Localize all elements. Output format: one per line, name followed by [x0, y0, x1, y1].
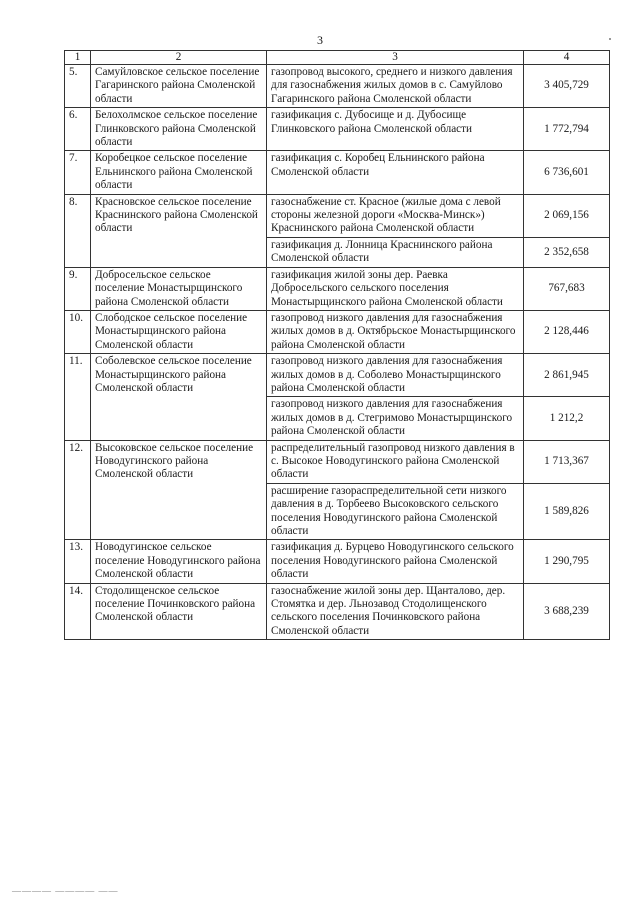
funding-amount: 1 212,2: [524, 397, 610, 440]
funding-amount: 1 290,795: [524, 540, 610, 583]
row-number: 5.: [65, 65, 91, 108]
header-col-1: 1: [65, 51, 91, 65]
project-description: газопровод высокого, среднего и низкого давления для газоснабжения жилых домов в с. Самуйлово Гагаринского района Смоленской области: [267, 65, 524, 108]
funding-amount: 6 736,601: [524, 151, 610, 194]
header-col-3: 3: [267, 51, 524, 65]
settlement-name: Высоковское сельское поселение Новодугинского района Смоленской области: [91, 440, 267, 540]
settlement-name: Новодугинское сельское поселение Новодугинского района Смоленской области: [91, 540, 267, 583]
project-description: газопровод низкого давления для газоснабжения жилых домов в д. Стегримово Монастырщинского района Смоленской области: [267, 397, 524, 440]
project-description: газификация жилой зоны дер. Раевка Добросельского сельского поселения Монастырщинского района Смоленской области: [267, 267, 524, 310]
row-number: 6.: [65, 108, 91, 151]
funding-amount: 767,683: [524, 267, 610, 310]
table-row: [65, 583, 610, 640]
funding-table: [64, 50, 610, 640]
table-row: [65, 354, 610, 397]
settlement-name: Соболевское сельское поселение Монастырщинского района Смоленской области: [91, 354, 267, 440]
project-description: газификация д. Бурцево Новодугинского сельского поселения Новодугинского района Смоленской области: [267, 540, 524, 583]
funding-amount: 2 128,446: [524, 310, 610, 353]
funding-amount: 3 688,239: [524, 583, 610, 640]
row-number: 12.: [65, 440, 91, 540]
row-number: 8.: [65, 194, 91, 267]
project-description: газоснабжение жилой зоны дер. Щанталово, дер. Стомятка и дер. Льнозавод Стодолищенского сельского поселения Починковского района Смоленской области: [267, 583, 524, 640]
settlement-name: Красновское сельское поселение Краснинского района Смоленской области: [91, 194, 267, 267]
header-col-2: 2: [91, 51, 267, 65]
row-number: 11.: [65, 354, 91, 440]
table-row: [65, 108, 610, 151]
funding-amount: 1 772,794: [524, 108, 610, 151]
scan-speck: [609, 38, 611, 40]
project-description: газоснабжение ст. Красное (жилые дома с левой стороны железной дороги «Москва-Минск») Краснинского района Смоленской области: [267, 194, 524, 237]
scan-marks: ———— ———— ——: [12, 886, 119, 896]
table-row: [65, 194, 610, 237]
table-row: [65, 540, 610, 583]
settlement-name: Добросельское сельское поселение Монастырщинского района Смоленской области: [91, 267, 267, 310]
funding-amount: 1 589,826: [524, 483, 610, 540]
funding-amount: 3 405,729: [524, 65, 610, 108]
table-body: [65, 51, 610, 640]
row-number: 7.: [65, 151, 91, 194]
table-row: [65, 65, 610, 108]
settlement-name: Коробецкое сельское поселение Ельнинского района Смоленской области: [91, 151, 267, 194]
header-row: [65, 51, 610, 65]
settlement-name: Белохолмское сельское поселение Глинковского района Смоленской области: [91, 108, 267, 151]
row-number: 14.: [65, 583, 91, 640]
header-col-4: 4: [524, 51, 610, 65]
project-description: газификация д. Лонница Краснинского района Смоленской области: [267, 237, 524, 267]
table-row: [65, 267, 610, 310]
project-description: газификация с. Дубосище и д. Дубосище Глинковского района Смоленской области: [267, 108, 524, 151]
settlement-name: Слободское сельское поселение Монастырщинского района Смоленской области: [91, 310, 267, 353]
table-row: [65, 151, 610, 194]
funding-amount: 1 713,367: [524, 440, 610, 483]
project-description: газификация с. Коробец Ельнинского района Смоленской области: [267, 151, 524, 194]
row-number: 10.: [65, 310, 91, 353]
funding-amount: 2 352,658: [524, 237, 610, 267]
row-number: 9.: [65, 267, 91, 310]
table-row: [65, 310, 610, 353]
settlement-name: Самуйловское сельское поселение Гагаринского района Смоленской области: [91, 65, 267, 108]
funding-amount: 2 861,945: [524, 354, 610, 397]
project-description: газопровод низкого давления для газоснабжения жилых домов в д. Соболево Монастырщинского района Смоленской области: [267, 354, 524, 397]
settlement-name: Стодолищенское сельское поселение Починковского района Смоленской области: [91, 583, 267, 640]
project-description: газопровод низкого давления для газоснабжения жилых домов в д. Октябрьское Монастырщинского района Смоленской области: [267, 310, 524, 353]
row-number: 13.: [65, 540, 91, 583]
project-description: распределительный газопровод низкого давления в с. Высокое Новодугинского района Смоленской области: [267, 440, 524, 483]
funding-amount: 2 069,156: [524, 194, 610, 237]
table-row: [65, 440, 610, 483]
project-description: расширение газораспределительной сети низкого давления в д. Торбеево Высоковского сельского поселения Новодугинского района Смоленской области: [267, 483, 524, 540]
page-number: 3: [317, 33, 323, 47]
